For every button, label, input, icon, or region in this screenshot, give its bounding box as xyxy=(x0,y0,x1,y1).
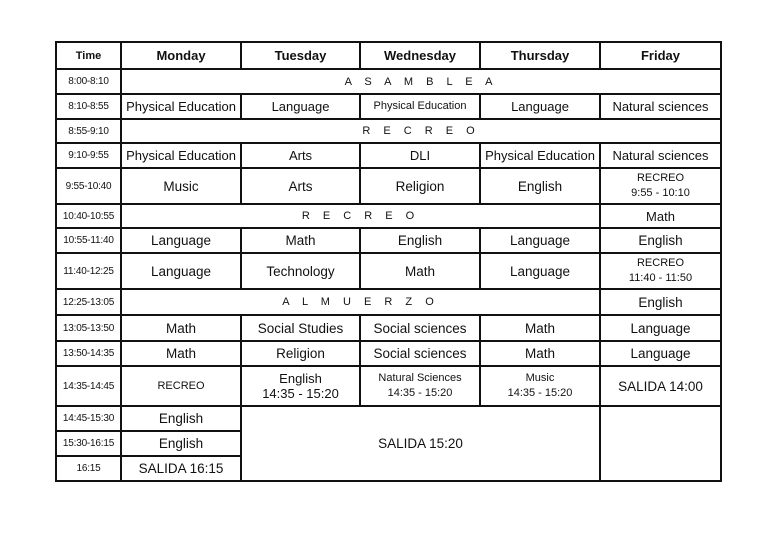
header-row xyxy=(56,42,721,69)
monday-cell: SALIDA 16:15 xyxy=(121,456,241,481)
wednesday-cell: Social sciences xyxy=(360,341,480,366)
monday-cell: Language xyxy=(121,253,241,289)
monday-cell: Math xyxy=(121,341,241,366)
time-cell: 8:00-8:10 xyxy=(56,69,121,94)
tuesday-cell xyxy=(241,366,360,406)
thursday-cell: Language xyxy=(480,228,600,253)
time-cell: 12:25-13:05 xyxy=(56,289,121,315)
friday-cell: Math xyxy=(600,204,721,228)
table-row xyxy=(56,253,721,289)
time-cell: 10:55-11:40 xyxy=(56,228,121,253)
tuesday-cell: Language xyxy=(241,94,360,119)
time-cell: 8:10-8:55 xyxy=(56,94,121,119)
thursday-cell: Math xyxy=(480,315,600,341)
friday-cell: Language xyxy=(600,315,721,341)
wednesday-time-range: 14:35 - 15:20 xyxy=(387,387,453,399)
thursday-time-range: 14:35 - 15:20 xyxy=(507,387,573,399)
header-wednesday: Wednesday xyxy=(360,42,480,69)
table-row xyxy=(56,69,721,94)
asamblea-cell: A S A M B L E A xyxy=(121,69,721,94)
salida-merged-cell: SALIDA 15:20 xyxy=(241,406,600,481)
time-cell: 9:10-9:55 xyxy=(56,143,121,168)
monday-cell: English xyxy=(121,406,241,431)
monday-cell: English xyxy=(121,431,241,456)
wednesday-cell: English xyxy=(360,228,480,253)
table-row xyxy=(56,204,721,228)
friday-cell: Language xyxy=(600,341,721,366)
header-friday: Friday xyxy=(600,42,721,69)
friday-cell: English xyxy=(600,289,721,315)
thursday-cell: Math xyxy=(480,341,600,366)
monday-cell: Math xyxy=(121,315,241,341)
time-cell: 14:35-14:45 xyxy=(56,366,121,406)
friday-cell xyxy=(600,168,721,204)
table-row xyxy=(56,94,721,119)
recreo-cell: R E C R E O xyxy=(121,119,721,143)
header-tuesday: Tuesday xyxy=(241,42,360,69)
time-cell: 16:15 xyxy=(56,456,121,481)
time-cell: 13:50-14:35 xyxy=(56,341,121,366)
tuesday-cell: Technology xyxy=(241,253,360,289)
table-row xyxy=(56,366,721,406)
header-time: Time xyxy=(56,42,121,69)
monday-cell: Language xyxy=(121,228,241,253)
friday-cell: SALIDA 14:00 xyxy=(600,366,721,406)
header-monday: Monday xyxy=(121,42,241,69)
thursday-cell: Language xyxy=(480,94,600,119)
tuesday-subject: English xyxy=(279,371,322,386)
time-cell: 10:40-10:55 xyxy=(56,204,121,228)
monday-cell: Physical Education xyxy=(121,94,241,119)
table-row xyxy=(56,168,721,204)
table-row xyxy=(56,143,721,168)
tuesday-cell: Social Studies xyxy=(241,315,360,341)
monday-cell: Physical Education xyxy=(121,143,241,168)
friday-recreo-label: RECREO xyxy=(636,257,685,269)
table-row xyxy=(56,341,721,366)
table-row xyxy=(56,289,721,315)
table-row xyxy=(56,315,721,341)
monday-cell: Music xyxy=(121,168,241,204)
wednesday-subject: Natural Sciences xyxy=(378,372,462,384)
thursday-cell xyxy=(480,366,600,406)
friday-cell: English xyxy=(600,228,721,253)
wednesday-cell: Math xyxy=(360,253,480,289)
recreo-cell: R E C R E O xyxy=(121,204,600,228)
tuesday-cell: Arts xyxy=(241,168,360,204)
header-thursday: Thursday xyxy=(480,42,600,69)
friday-empty-cell xyxy=(600,406,721,481)
time-cell: 8:55-9:10 xyxy=(56,119,121,143)
tuesday-cell: Arts xyxy=(241,143,360,168)
friday-cell: Natural sciences xyxy=(600,143,721,168)
tuesday-cell: Religion xyxy=(241,341,360,366)
friday-recreo-time: 9:55 - 10:10 xyxy=(631,187,690,199)
almuerzo-cell: A L M U E R Z O xyxy=(121,289,600,315)
wednesday-cell: DLI xyxy=(360,143,480,168)
friday-recreo-time: 11:40 - 11:50 xyxy=(628,272,693,284)
monday-cell: RECREO xyxy=(121,366,241,406)
weekly-schedule-table xyxy=(55,41,722,482)
friday-cell xyxy=(600,253,721,289)
friday-cell: Natural sciences xyxy=(600,94,721,119)
thursday-subject: Music xyxy=(525,372,555,384)
wednesday-cell: Social sciences xyxy=(360,315,480,341)
tuesday-cell: Math xyxy=(241,228,360,253)
tuesday-time-range: 14:35 - 15:20 xyxy=(262,386,339,401)
table-row xyxy=(56,119,721,143)
time-cell: 13:05-13:50 xyxy=(56,315,121,341)
wednesday-cell: Physical Education xyxy=(360,94,480,119)
thursday-cell: Language xyxy=(480,253,600,289)
table-row xyxy=(56,228,721,253)
wednesday-cell: Religion xyxy=(360,168,480,204)
time-cell: 14:45-15:30 xyxy=(56,406,121,431)
table-row xyxy=(56,406,721,431)
friday-recreo-label: RECREO xyxy=(636,172,685,184)
thursday-cell: Physical Education xyxy=(480,143,600,168)
wednesday-cell xyxy=(360,366,480,406)
time-cell: 15:30-16:15 xyxy=(56,431,121,456)
time-cell: 9:55-10:40 xyxy=(56,168,121,204)
thursday-cell: English xyxy=(480,168,600,204)
time-cell: 11:40-12:25 xyxy=(56,253,121,289)
